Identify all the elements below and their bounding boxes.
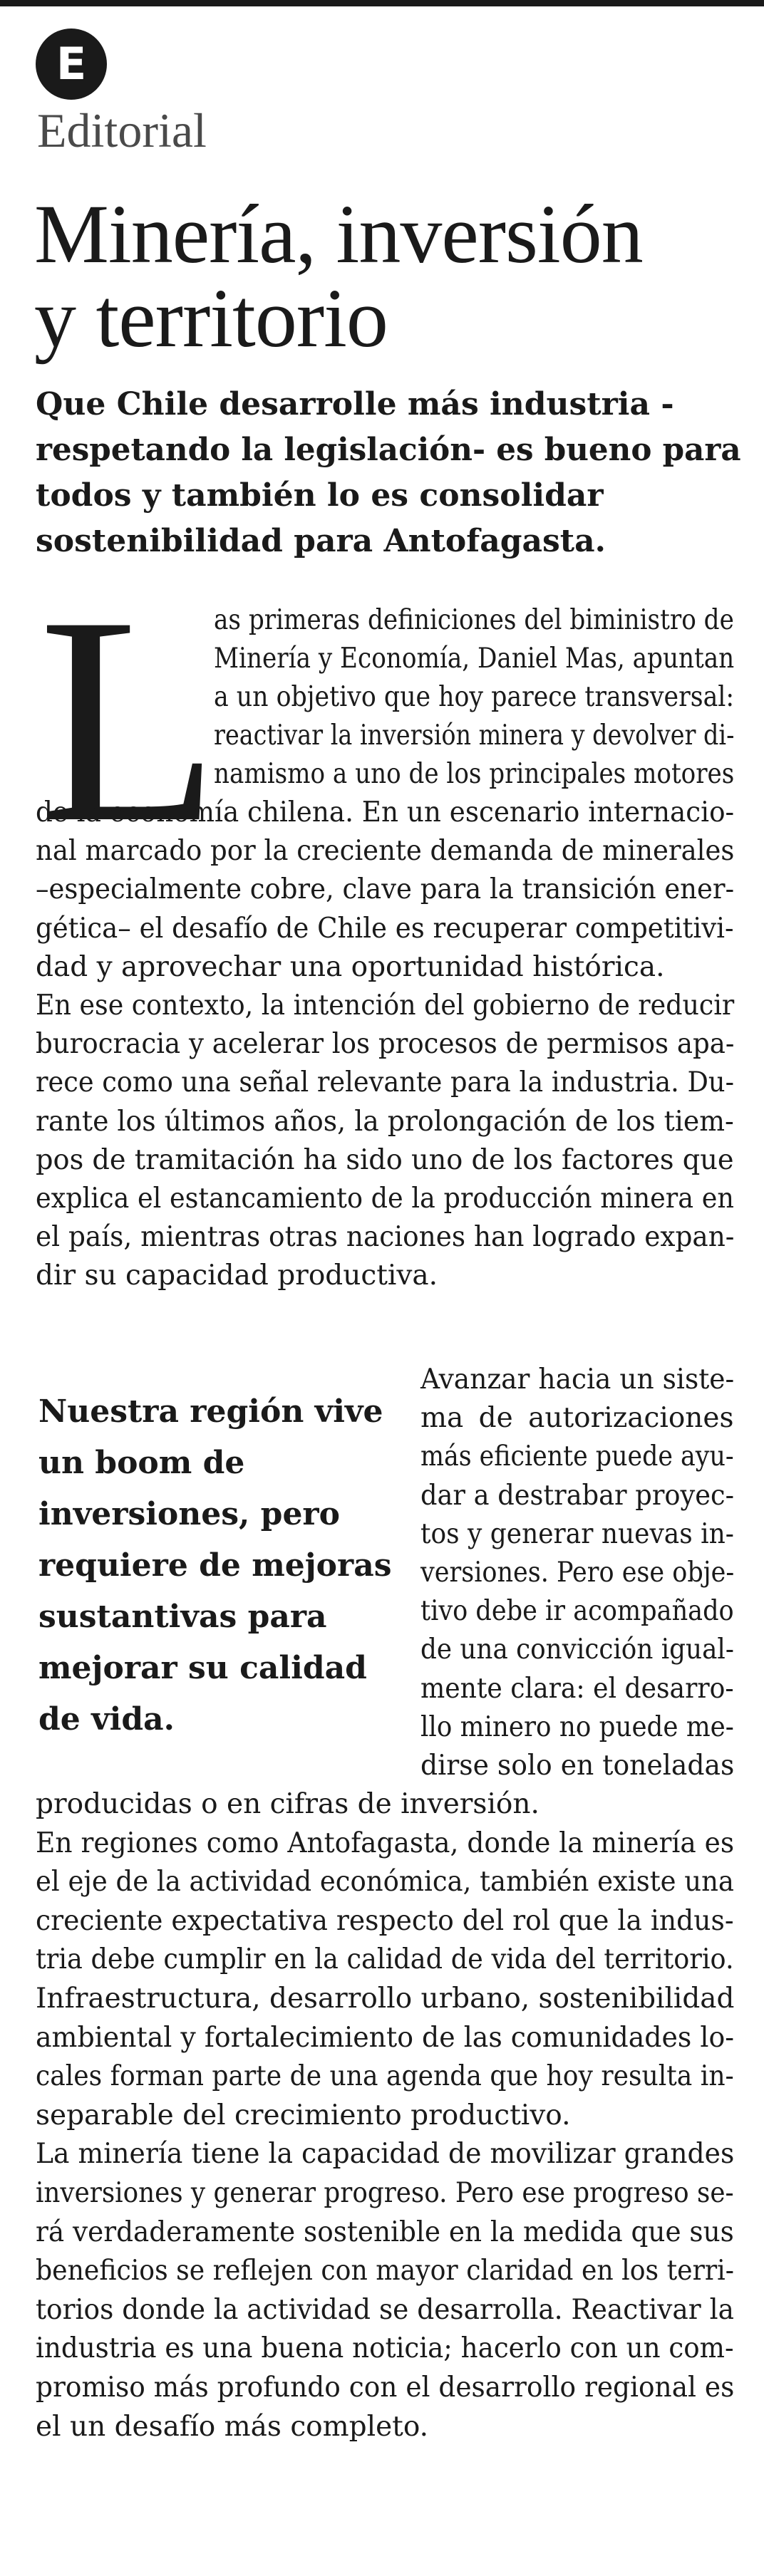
article-line: ambiental y fortalecimiento de las comunidades lo- <box>36 2021 735 2054</box>
article-line: dirse solo en toneladas <box>420 1750 735 1782</box>
article-line: pos de tramitación ha sido uno de los factores que <box>36 1143 734 1176</box>
article-line: cales forman parte de una agenda que hoy resulta in- <box>36 2060 734 2093</box>
article-line: rante los últimos años, la prolongación de los tiem- <box>36 1105 734 1138</box>
article-line: dir su capacidad productiva. <box>36 1260 438 1292</box>
article-line: explica el estancamiento de la producción minera en <box>36 1183 734 1215</box>
article-line: el eje de la actividad económica, también existe una <box>36 1866 734 1899</box>
article-line: –especialmente cobre, clave para la transición ener- <box>36 873 735 906</box>
headline-line: Minería, inversión <box>34 187 643 281</box>
lede-line: respetando la legislación- es bueno para <box>36 432 741 468</box>
article-line: el país, mientras otras naciones han logrado expan- <box>36 1221 735 1254</box>
article-line: tria debe cumplir en la calidad de vida del territorio. <box>36 1943 734 1976</box>
article-line: reactivar la inversión minera y devolver di- <box>214 720 735 752</box>
article-line: gética– el desafío de Chile es recuperar competitivi- <box>36 912 734 945</box>
article-line: el un desafío más completo. <box>36 2410 429 2443</box>
headline <box>34 187 740 365</box>
article-line: rá verdaderamente sostenible en la medida que sus <box>36 2216 734 2248</box>
pull-quote-line: un boom de <box>38 1445 245 1481</box>
article-line: más eficiente puede ayu- <box>420 1440 734 1473</box>
article-line: tivo debe ir acompañado <box>420 1595 734 1628</box>
article-line: inversiones y generar progreso. Pero ese progreso se- <box>36 2177 734 2209</box>
headline-line: y territorio <box>34 271 388 365</box>
pull-quote-line: sustantivas para <box>38 1599 327 1635</box>
article-line: ma de autorizaciones <box>420 1402 734 1435</box>
pull-quote-line: requiere de mejoras <box>38 1547 392 1584</box>
article-line: as primeras definiciones del biministro de <box>214 604 734 636</box>
article-line: La minería tiene la capacidad de movilizar grandes <box>36 2138 735 2171</box>
lede-line: todos y también lo es consolidar <box>36 477 604 514</box>
article-line: a un objetivo que hoy parece transversal: <box>214 681 735 713</box>
pull-quote-line: inversiones, pero <box>38 1496 340 1532</box>
article-line: dar a destrabar proyec- <box>420 1479 735 1512</box>
article-line: promiso más profundo con el desarrollo regional es <box>36 2372 735 2404</box>
section-badge-letter: E <box>56 38 87 90</box>
article-line: creciente expectativa respecto del rol que la indus- <box>36 1904 734 1937</box>
section-label: Editorial <box>37 103 207 157</box>
article-line: producidas o en cifras de inversión. <box>36 1788 540 1820</box>
article-line: Minería y Economía, Daniel Mas, apuntan <box>214 643 735 675</box>
article-line: llo minero no puede me- <box>420 1710 734 1743</box>
drop-cap: L <box>38 555 220 883</box>
article-line: de la economía chilena. En un escenario internacio- <box>36 796 735 829</box>
lede-line: Que Chile desarrolle más industria - <box>36 386 674 422</box>
pull-quote-line: mejorar su calidad <box>38 1650 367 1686</box>
article-line: tos y generar nuevas in- <box>420 1517 734 1550</box>
article-line: namismo a uno de los principales motores <box>214 758 735 790</box>
article-line: de una convicción igual- <box>420 1634 734 1666</box>
lede-line: sostenibilidad para Antofagasta. <box>36 523 606 559</box>
article-line: burocracia y acelerar los procesos de permisos apa- <box>36 1028 735 1061</box>
article-line: industria es una buena noticia; hacerlo con un com- <box>36 2332 734 2365</box>
article-line: mente clara: el desarro- <box>420 1672 734 1705</box>
lede <box>36 382 741 564</box>
article-line: En ese contexto, la intención del gobierno de reducir <box>36 990 735 1022</box>
article-line: Avanzar hacia un siste- <box>420 1364 735 1396</box>
top-rule <box>0 0 764 6</box>
pull-quote <box>38 1386 402 1745</box>
pull-quote-line: Nuestra región vive <box>38 1393 383 1430</box>
article-line: versiones. Pero ese obje- <box>420 1557 735 1589</box>
article-line: torios donde la actividad se desarrolla. Reactivar la <box>36 2293 734 2326</box>
article-line: En regiones como Antofagasta, donde la minería es <box>36 1827 735 1859</box>
article-line: nal marcado por la creciente demanda de minerales <box>36 835 735 868</box>
article-line: rece como una señal relevante para la industria. Du- <box>36 1066 734 1099</box>
article-line: Infraestructura, desarrollo urbano, sostenibilidad <box>36 1983 735 2015</box>
article-line: dad y aprovechar una oportunidad histórica. <box>36 950 665 983</box>
pull-quote-line: de vida. <box>38 1701 175 1738</box>
article-line: beneficios se reflejen con mayor claridad en los terri- <box>36 2255 734 2287</box>
article-line: separable del crecimiento productivo. <box>36 2099 571 2131</box>
section-badge <box>36 28 107 100</box>
